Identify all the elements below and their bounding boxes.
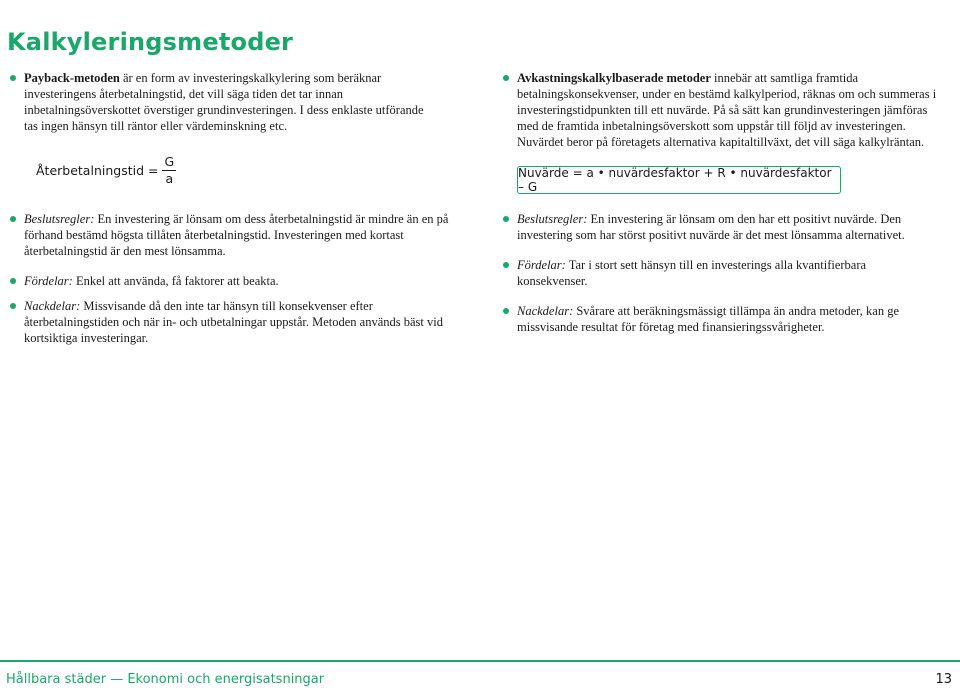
right-cons-item: [503, 303, 923, 335]
left-pros-text: Enkel att använda, få faktorer att beakta.: [72, 274, 279, 288]
npv-formula-box: [517, 166, 841, 194]
return-term: Avkastningskalkylbaserade metoder: [517, 71, 711, 85]
page-number: 13: [935, 672, 952, 687]
return-description: innebär att samtliga framtida betalningskonsekvenser, under en bestämd kalkylperiod, räknas om och summeras i investeringstidpunkten till ett nuvärde. På så sätt kan grundinvesteringen jämföras med de framtida inbetalningsöverskott som uppstår till följd av investeringen. Nuvärdet beror på företagets alternativa kapitaltillväxt, det vill säga kalkylräntan.: [517, 71, 937, 149]
left-pros-item: [10, 273, 450, 289]
payback-description: är en form av investeringskalkylering som beräknar investeringens återbetalningstid, det vill säga tiden det tar innan inbetalningsöverskottet överstiger grundinvesteringen. I dess enklaste utförande tas ingen hänsyn till räntor eller värdeminskning etc.: [24, 71, 424, 133]
left-cons-label: Nackdelar:: [24, 299, 81, 313]
payback-term: Payback-metoden: [24, 71, 120, 85]
right-cons-label: Nackdelar:: [517, 304, 574, 318]
fraction-numerator: G: [164, 154, 175, 169]
left-cons-item: [10, 298, 450, 346]
right-pros-item: [503, 257, 923, 289]
right-column: [503, 70, 950, 150]
right-rules-label: Beslutsregler:: [517, 212, 588, 226]
footer-title: Hållbara städer — Ekonomi och energisatsningar: [6, 672, 325, 687]
return-intro: [503, 70, 950, 150]
fraction-denominator: a: [165, 171, 174, 186]
payback-intro: [10, 70, 440, 134]
left-cons-text: Missvisande då den inte tar hänsyn till konsekvenser efter återbetalningstiden och när in- och utbetalningar uppstår. Metoden används bäst vid kortsiktiga investeringar.: [24, 299, 443, 345]
right-cons-text: Svårare att beräkningsmässigt tillämpa än andra metoder, kan ge missvisande resultat för företag med finansieringssvårigheter.: [517, 304, 900, 334]
right-pros-label: Fördelar:: [517, 258, 566, 272]
right-lower-list: [503, 211, 923, 349]
right-rules-item: [503, 211, 923, 243]
payback-formula: [36, 155, 176, 186]
left-rules-label: Beslutsregler:: [24, 212, 95, 226]
payback-fraction: [162, 155, 176, 186]
page-title: Kalkyleringsmetoder: [7, 28, 294, 56]
left-rules-text: En investering är lönsam om dess återbetalningstid är mindre än en på förhand bestämd högsta tillåten återbetalningstid. Investeringen med kortast återbetalningstid är den mest lönsamma.: [24, 212, 449, 258]
right-pros-text: Tar i stort sett hänsyn till en investerings alla kvantifierbara konsekvenser.: [517, 258, 867, 288]
payback-formula-label: Återbetalningstid =: [36, 163, 159, 178]
left-column: [10, 70, 440, 134]
left-pros-label: Fördelar:: [24, 274, 73, 288]
footer-divider: [0, 660, 960, 662]
left-rules-item: [10, 211, 450, 259]
left-lower-list: [10, 211, 450, 360]
npv-formula: Nuvärde = a • nuvärdesfaktor + R • nuvärdesfaktor – G: [518, 166, 832, 194]
right-rules-text: En investering är lönsam om den har ett positivt nuvärde. Den investering som har störst positivt nuvärde är det mest lönsamma alternativet.: [517, 212, 905, 242]
